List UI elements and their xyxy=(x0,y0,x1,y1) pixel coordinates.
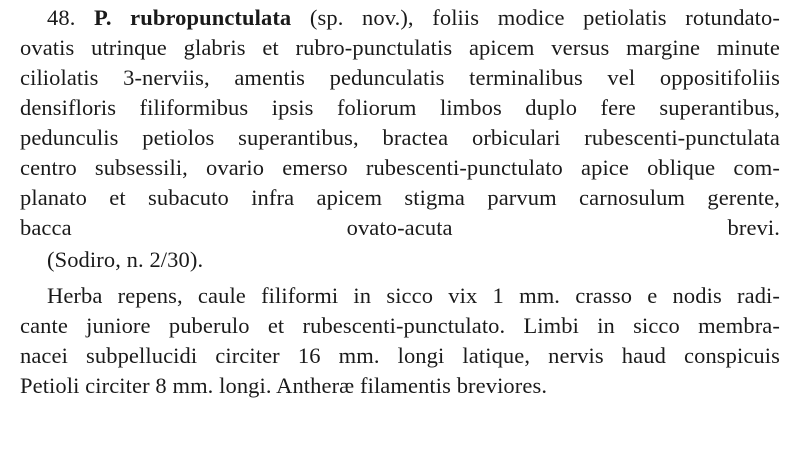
description-line: centro subsessili, ovario emerso rubescenti-punctulato apice oblique com- xyxy=(20,155,780,180)
citation: (Sodiro, n. 2/30). xyxy=(47,247,204,272)
remarks-line: nacei subpellucidi circiter 16 mm. longi latique, nervis haud conspicuis xyxy=(20,343,780,368)
entry-number: 48. xyxy=(47,5,76,30)
species-note: (sp. nov.), xyxy=(309,5,414,30)
description-line: densifloris filiformibus ipsis foliorum limbos duplo fere superantibus, xyxy=(20,95,780,120)
remarks-line: Herba repens, caule filiformi in sicco vix 1 mm. crasso e nodis radi- xyxy=(47,283,780,308)
description-line: bacca ovato-acuta brevi. xyxy=(20,215,780,240)
remarks-line: cante juniore puberulo et rubescenti-punctulato. Limbi in sicco membra- xyxy=(20,313,780,338)
description-line: planato et subacuto infra apicem stigma parvum carnosulum gerente, xyxy=(20,185,780,210)
species-name: P. rubropunctulata xyxy=(94,5,292,30)
description-line: pedunculis petiolos superantibus, bractea orbiculari rubescenti-punctulata xyxy=(20,125,780,150)
entry-first-line xyxy=(47,3,780,33)
description-line: ovatis utrinque glabris et rubro-punctulatis apicem versus margine minute xyxy=(20,35,780,60)
description-line: ciliolatis 3-nerviis, amentis pedunculatis terminalibus vel oppositifoliis xyxy=(20,65,780,90)
description-line: foliis modice petiolatis rotundato- xyxy=(432,5,780,30)
remarks-line: Petioli circiter 8 mm. longi. Antheræ filamentis breviores. xyxy=(20,373,548,398)
